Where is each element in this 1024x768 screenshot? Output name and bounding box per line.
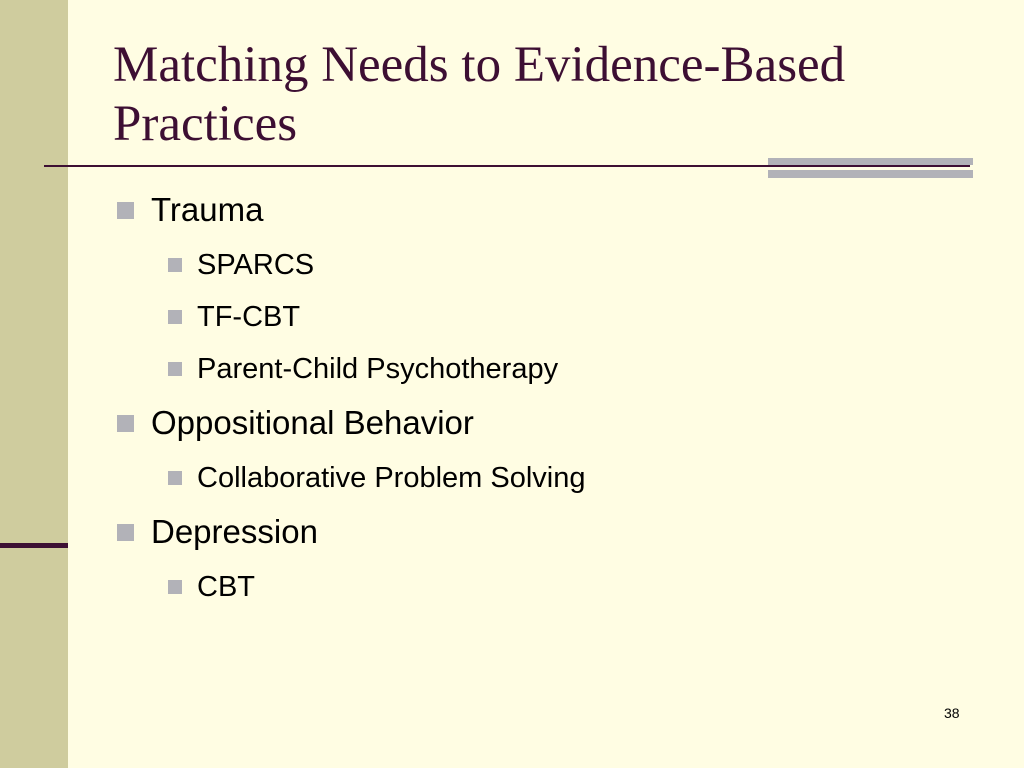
bullet-label: Oppositional Behavior	[151, 404, 474, 441]
sub-bullet-label: SPARCS	[197, 248, 315, 281]
sub-bullet-item	[113, 298, 585, 336]
sub-bullet-item	[113, 246, 585, 284]
square-bullet-icon	[168, 310, 182, 324]
square-bullet-icon	[117, 415, 134, 432]
bullet-item-oppositional-behavior	[113, 403, 585, 443]
square-bullet-icon	[168, 471, 182, 485]
bullet-label: Depression	[151, 513, 318, 550]
square-bullet-icon	[117, 524, 134, 541]
bullet-list	[113, 190, 585, 606]
title-rule-accent-bar-bottom	[768, 170, 973, 178]
title-rule-accent-bar-top	[768, 158, 973, 165]
square-bullet-icon	[117, 202, 134, 219]
bullet-item-depression	[113, 512, 585, 552]
left-decorative-band	[0, 0, 68, 768]
sub-bullet-label: Collaborative Problem Solving	[197, 461, 586, 494]
left-accent-line	[0, 543, 68, 548]
square-bullet-icon	[168, 580, 182, 594]
square-bullet-icon	[168, 362, 182, 376]
title-underline-rule	[44, 165, 970, 167]
sub-bullet-label: Parent-Child Psychotherapy	[197, 352, 559, 385]
slide-page-number: 38	[944, 705, 960, 721]
sub-bullet-item	[113, 350, 585, 388]
square-bullet-icon	[168, 258, 182, 272]
sub-bullet-item	[113, 459, 585, 497]
sub-bullet-label: CBT	[197, 570, 255, 603]
bullet-label: Trauma	[151, 191, 264, 228]
slide-title: Matching Needs to Evidence-Based Practices	[113, 37, 846, 152]
sub-bullet-label: TF-CBT	[197, 300, 301, 333]
bullet-item-trauma	[113, 190, 585, 230]
sub-bullet-item	[113, 568, 585, 606]
